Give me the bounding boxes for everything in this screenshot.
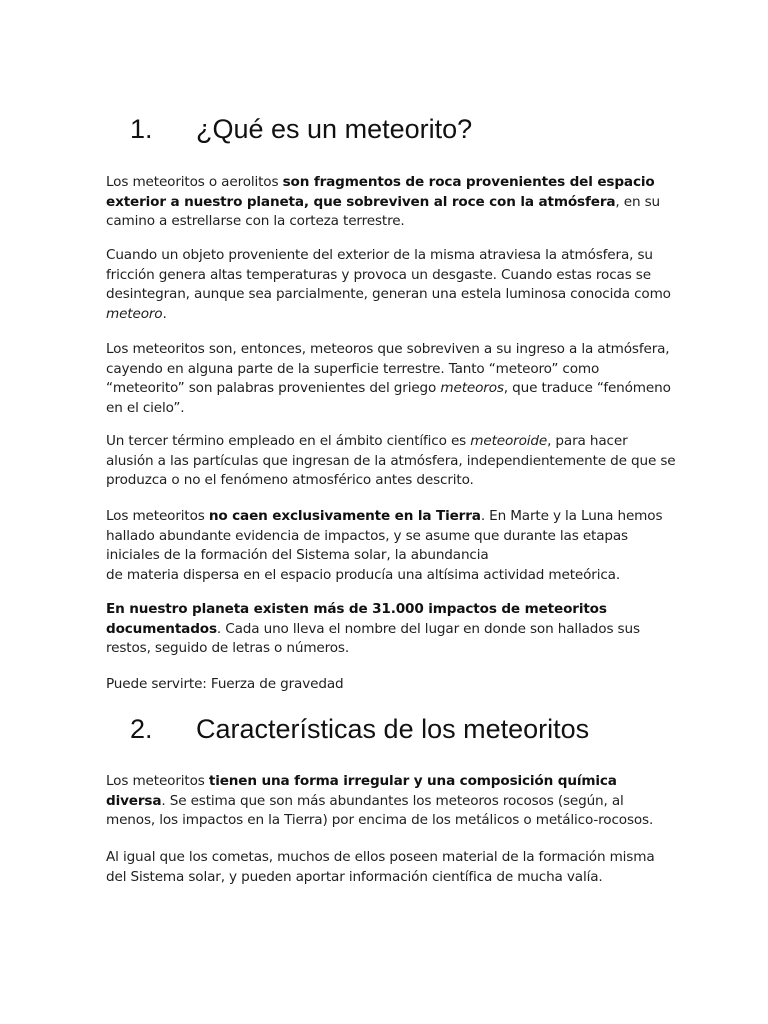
text-run: Los meteoritos: [106, 508, 209, 524]
paragraph-mars-moon-impacts: [106, 507, 676, 585]
paragraph-documented-impacts: [106, 600, 676, 659]
italic-text-run: meteoros: [440, 380, 504, 396]
text-run: Al igual que los cometas, muchos de ellos poseen material de la formación misma del Sistema solar, y pueden aportar información científica de mucha valía.: [106, 849, 655, 885]
text-run: Los meteoritos o aerolitos: [106, 174, 283, 190]
bold-text-run: En nuestro planeta existen más de 31.000 impactos de meteoritos documentados: [106, 601, 607, 637]
paragraph-etymology: [106, 340, 676, 418]
section-title: Características de los meteoritos: [196, 714, 590, 744]
text-run: , que traduce “fenómeno en el cielo”.: [106, 380, 671, 416]
section-number: 2.: [130, 714, 153, 744]
text-run: . Se estima que son más abundantes los meteoros rocosos (según, al menos, los impactos en la Tierra) por encima de los metálicos o metálico-rocosos.: [106, 792, 654, 828]
paragraph-meteor-friction: [106, 246, 676, 324]
text-run: . En Marte y la Luna hemos hallado abundante evidencia de impactos, y se asume que durante las etapas iniciales de la formación del Sistema solar, la abundancia: [106, 508, 663, 563]
bold-text-run: no caen exclusivamente en la Tierra: [208, 508, 481, 524]
text-run: de materia dispersa en el espacio producía una altísima actividad meteórica.: [106, 566, 621, 583]
paragraph-meteoroid: [106, 432, 676, 491]
bold-text-run: tienen una forma irregular y una composición química diversa: [106, 773, 617, 809]
text-run: .: [162, 305, 167, 322]
paragraph-shape-composition: [106, 772, 676, 831]
text-run: Un tercer término empleado en el ámbito científico es: [106, 433, 471, 449]
text-run: , para hacer alusión a las partículas que ingresan de la atmósfera, independientemente de que se produzca o no el fenómeno atmosférico antes descrito.: [106, 433, 676, 488]
bold-text-run: son fragmentos de roca provenientes del espacio exterior a nuestro planeta, que sobreviven al roce con la atmósfera: [106, 174, 655, 210]
text-run: , en su camino a estrellarse con la corteza terrestre.: [106, 193, 660, 229]
section-title: ¿Qué es un meteorito?: [196, 114, 473, 144]
section-heading-1: [130, 113, 472, 145]
italic-text-run: meteoroide: [470, 433, 548, 449]
text-run: . Cada uno lleva el nombre del lugar en donde son hallados sus restos, seguido de letras o números.: [106, 620, 640, 656]
text-run: Los meteoritos son, entonces, meteoros que sobreviven a su ingreso a la atmósfera, cayendo en alguna parte de la superficie terrestre. Tanto “meteoro” como “meteorito” son palabras provenientes del griego: [106, 341, 670, 396]
paragraph-comets-comparison: [106, 848, 676, 887]
paragraph-meteorite-definition: [106, 173, 676, 232]
text-run: Cuando un objeto proveniente del exterior de la misma atraviesa la atmósfera, su fricción genera altas temperaturas y provoca un desgaste. Cuando estas rocas se desintegran, aunque sea parcialmente, generan una estela luminosa conocida como: [106, 247, 671, 302]
text-run: Los meteoritos: [106, 773, 209, 789]
text-run: Puede servirte: Fuerza de gravedad: [106, 676, 344, 692]
paragraph-related-link: [106, 675, 676, 695]
section-number: 1.: [130, 114, 153, 144]
section-heading-2: [130, 713, 589, 745]
italic-text-run: meteoro: [106, 305, 163, 322]
